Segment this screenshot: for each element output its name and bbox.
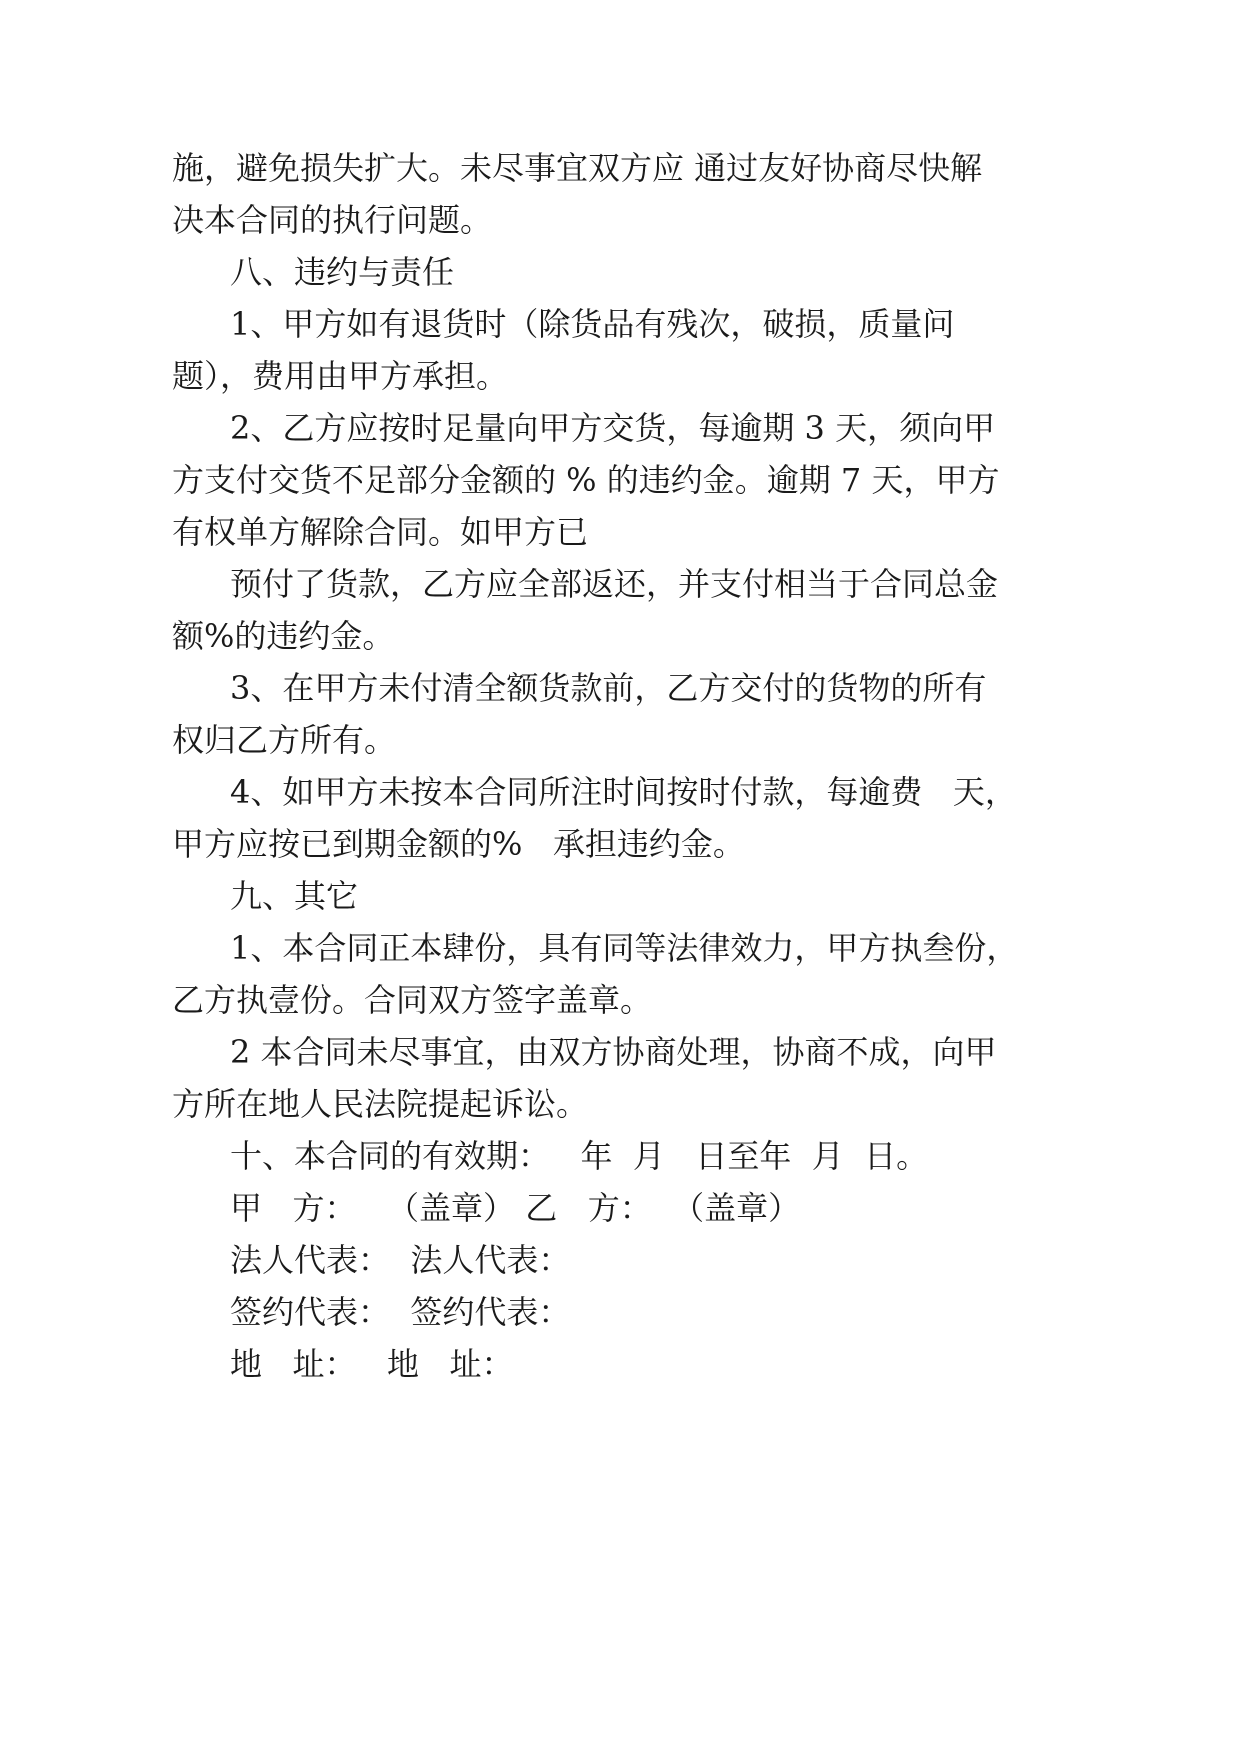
- text-line: 有权单方解除合同。如甲方已: [172, 513, 589, 551]
- text-line: 方所在地人民法院提起诉讼。: [172, 1085, 589, 1123]
- text-line: 乙方执壹份。合同双方签字盖章。: [172, 981, 653, 1019]
- text-line: 预付了货款，乙方应全部返还，并支付相当于合同总金: [230, 565, 999, 603]
- text-line: 方支付交货不足部分金额的 % 的违约金。逾期 7 天，甲方: [172, 461, 1000, 499]
- text-line: 甲方应按已到期金额的% 承担违约金。: [172, 825, 745, 863]
- text-line: 2、乙方应按时足量向甲方交货，每逾期 3 天，须向甲: [230, 409, 996, 447]
- address-line: 地 址： 地 址：: [230, 1345, 514, 1383]
- legal-representative-line: 法人代表： 法人代表：: [230, 1241, 571, 1279]
- signing-representative-line: 签约代表： 签约代表：: [230, 1293, 571, 1331]
- text-line: 1、本合同正本肆份，具有同等法律效力，甲方执叁份，: [230, 929, 1019, 967]
- text-line: 权归乙方所有。: [172, 721, 397, 759]
- party-seal-line: 甲 方： （盖章） 乙 方： （盖章）: [230, 1189, 801, 1227]
- text-line: 4、如甲方未按本合同所注时间按时付款，每逾费 天，: [230, 773, 1017, 811]
- text-line: 施，避免损失扩大。未尽事宜双方应 通过友好协商尽快解: [172, 149, 983, 187]
- section-heading: 九、其它: [230, 877, 359, 915]
- text-line: 3、在甲方未付清全额货款前，乙方交付的货物的所有: [230, 669, 987, 707]
- text-line: 决本合同的执行问题。: [172, 201, 493, 239]
- validity-period-line: 十、本合同的有效期： 年 月 日至年 月 日。: [230, 1137, 929, 1175]
- text-line: 1、甲方如有退货时（除货品有残次，破损，质量问: [230, 305, 955, 343]
- text-line: 2 本合同未尽事宜，由双方协商处理，协商不成，向甲: [230, 1033, 997, 1071]
- text-line: 题），费用由甲方承担。: [172, 357, 509, 395]
- section-heading: 八、违约与责任: [230, 253, 455, 291]
- text-line: 额%的违约金。: [172, 617, 395, 655]
